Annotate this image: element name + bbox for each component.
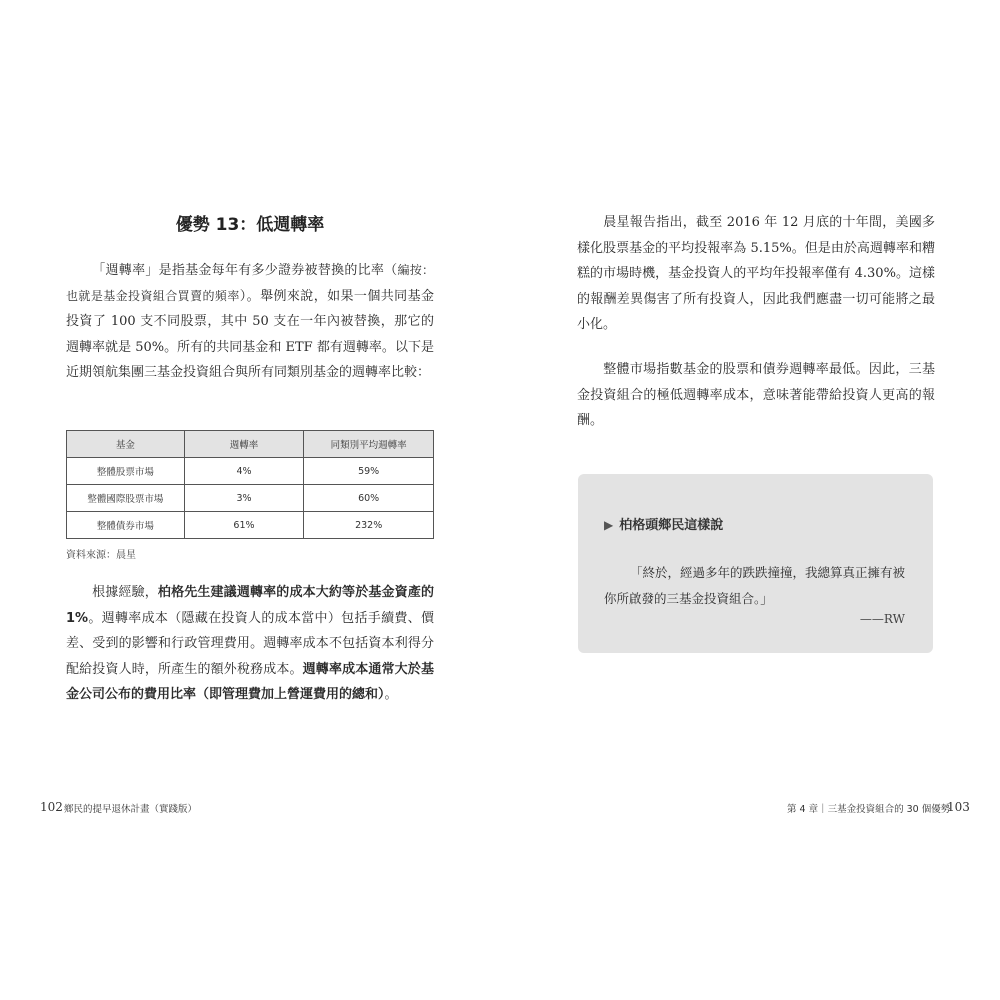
header-category-average: 同類別平均週轉率	[304, 431, 434, 458]
table-cell-turnover: 3%	[184, 485, 304, 512]
header-turnover: 週轉率	[184, 431, 304, 458]
para2-text-b: 。週轉率成本（隱藏在投資人的成本當中）包括手續費、價差、受到的影響和行政管理費用。週轉率成本不包括資本利得分配給投資人時，所產生的額外稅務成本。	[66, 610, 434, 677]
table-cell-fund: 整體國際股票市場	[67, 485, 185, 512]
table-cell-turnover: 4%	[184, 458, 304, 485]
chapter-title-footer: 第 4 章｜三基金投資組合的 30 個優勢	[787, 804, 951, 815]
header-fund: 基金	[67, 431, 185, 458]
book-title-footer: 鄉民的提早退休計畫（實踐版）	[64, 804, 198, 815]
table-cell-category-average: 232%	[304, 512, 434, 539]
para1-text-a: 「週轉率」是指基金每年有多少證券被替換的比率（	[92, 263, 398, 278]
table-row	[67, 512, 434, 539]
page-number-left: 102	[40, 800, 63, 814]
morningstar-report-paragraph	[577, 210, 935, 338]
para2-bold-a: 柏格先生建議週轉率的成本大約等於基金資產的 1%	[66, 585, 434, 626]
table-cell-category-average: 59%	[304, 458, 434, 485]
quote-attribution: ——RW	[859, 612, 905, 626]
para2-text-c: 。	[384, 687, 398, 702]
table-cell-fund: 整體債券市場	[67, 512, 185, 539]
para1-text-b: ）。舉例來說，如果一個共同基金投資了 100 支不同股票，其中 50 支在一年內被替換，那它的週轉率就是 50%。所有的共同基金和 ETF 都有週轉率。以下是近期領航集團三基金投資組合與所有同類別基金的週轉率比較：	[66, 288, 434, 380]
right-para2-text: 整體市場指數基金的股票和債券週轉率最低。因此，三基金投資組合的極低週轉率成本，意味著能帶給投資人更高的報酬。	[577, 362, 935, 428]
turnover-comparison-table	[66, 430, 434, 539]
turnover-definition-paragraph	[66, 258, 434, 386]
table-header-row	[67, 431, 434, 458]
table-cell-fund: 整體股票市場	[67, 458, 185, 485]
table-source-note: 資料來源：晨星	[66, 550, 136, 561]
table-cell-turnover: 61%	[184, 512, 304, 539]
page-number-right: 103	[947, 800, 970, 814]
triangle-right-icon: ▶	[604, 518, 614, 532]
table-row	[67, 458, 434, 485]
section-heading: 優勢 13：低週轉率	[175, 215, 325, 235]
quote-box-title-text: 柏格頭鄉民這樣說	[619, 518, 724, 533]
index-fund-turnover-paragraph	[577, 357, 935, 434]
para2-text-a: 根據經驗，	[92, 585, 158, 600]
editor-note: 編按：也就是基金投資組合買賣的頻率	[66, 263, 434, 303]
quote-text	[604, 560, 914, 612]
turnover-cost-paragraph	[66, 580, 434, 708]
quote-box-title	[604, 514, 723, 533]
table-cell-category-average: 60%	[304, 485, 434, 512]
table-row	[67, 485, 434, 512]
para2-bold-b: 週轉率成本通常大於基金公司公布的費用比率（即管理費加上營運費用的總和）	[66, 661, 434, 702]
quote-text-body: 「終於，經過多年的跌跌撞撞，我總算真正擁有被你所啟發的三基金投資組合。」	[604, 565, 906, 606]
bogleheads-quote-box	[578, 474, 933, 653]
right-para1-text: 晨星報告指出，截至 2016 年 12 月底的十年間，美國多樣化股票基金的平均投報率為 5.15%。但是由於高週轉率和糟糕的市場時機，基金投資人的平均年投報率僅有 4.30%。這樣的報酬差異傷害了所有投資人，因此我們應盡一切可能將之最小化。	[577, 215, 935, 332]
